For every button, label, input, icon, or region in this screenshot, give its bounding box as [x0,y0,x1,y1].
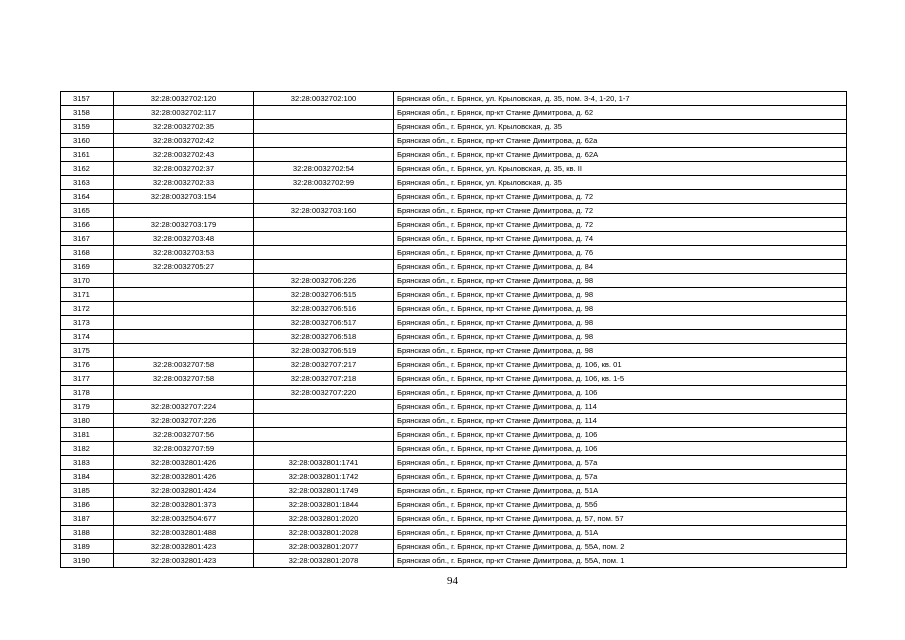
row-number-cell: 3170 [61,274,114,288]
address-cell: Брянская обл., г. Брянск, пр-кт Станке Димитрова, д. 62А [394,148,847,162]
related-cadastral-number-cell: 32:28:0032801:2020 [254,512,394,526]
table-row [61,330,847,344]
table-row [61,176,847,190]
table-row [61,274,847,288]
cadastral-number-cell: 32:28:0032707:224 [114,400,254,414]
table-row [61,470,847,484]
table-row [61,456,847,470]
address-cell: Брянская обл., г. Брянск, пр-кт Станке Димитрова, д. 98 [394,330,847,344]
related-cadastral-number-cell [254,400,394,414]
table-row [61,218,847,232]
row-number-cell: 3172 [61,302,114,316]
row-number-cell: 3163 [61,176,114,190]
cadastral-number-cell [114,288,254,302]
table-row [61,386,847,400]
address-cell: Брянская обл., г. Брянск, пр-кт Станке Димитрова, д. 72 [394,218,847,232]
address-cell: Брянская обл., г. Брянск, пр-кт Станке Димитрова, д. 51А [394,526,847,540]
related-cadastral-number-cell: 32:28:0032706:519 [254,344,394,358]
cadastral-number-cell: 32:28:0032801:423 [114,554,254,568]
row-number-cell: 3165 [61,204,114,218]
address-cell: Брянская обл., г. Брянск, пр-кт Станке Димитрова, д. 72 [394,204,847,218]
related-cadastral-number-cell: 32:28:0032706:226 [254,274,394,288]
address-cell: Брянская обл., г. Брянск, пр-кт Станке Димитрова, д. 106 [394,442,847,456]
cadastral-number-cell [114,344,254,358]
row-number-cell: 3157 [61,92,114,106]
cadastral-number-cell: 32:28:0032702:37 [114,162,254,176]
related-cadastral-number-cell [254,148,394,162]
row-number-cell: 3175 [61,344,114,358]
related-cadastral-number-cell: 32:28:0032706:516 [254,302,394,316]
cadastral-number-cell: 32:28:0032702:42 [114,134,254,148]
row-number-cell: 3185 [61,484,114,498]
related-cadastral-number-cell: 32:28:0032801:2077 [254,540,394,554]
cadastral-number-cell: 32:28:0032707:58 [114,372,254,386]
cadastral-number-cell: 32:28:0032801:423 [114,540,254,554]
related-cadastral-number-cell [254,106,394,120]
row-number-cell: 3180 [61,414,114,428]
registry-table-body [61,92,847,568]
table-row [61,246,847,260]
row-number-cell: 3184 [61,470,114,484]
related-cadastral-number-cell: 32:28:0032706:515 [254,288,394,302]
related-cadastral-number-cell [254,218,394,232]
cadastral-number-cell [114,330,254,344]
related-cadastral-number-cell [254,246,394,260]
related-cadastral-number-cell: 32:28:0032801:1749 [254,484,394,498]
row-number-cell: 3183 [61,456,114,470]
related-cadastral-number-cell: 32:28:0032702:100 [254,92,394,106]
row-number-cell: 3186 [61,498,114,512]
related-cadastral-number-cell [254,120,394,134]
address-cell: Брянская обл., г. Брянск, пр-кт Станке Димитрова, д. 62 [394,106,847,120]
table-row [61,484,847,498]
address-cell: Брянская обл., г. Брянск, пр-кт Станке Димитрова, д. 114 [394,414,847,428]
table-row [61,442,847,456]
row-number-cell: 3158 [61,106,114,120]
related-cadastral-number-cell: 32:28:0032801:1742 [254,470,394,484]
address-cell: Брянская обл., г. Брянск, ул. Крыловская, д. 35, пом. 3-4, 1-20, 1-7 [394,92,847,106]
page-number: 94 [447,575,458,587]
cadastral-number-cell: 32:28:0032707:59 [114,442,254,456]
table-row [61,414,847,428]
table-row [61,232,847,246]
address-cell: Брянская обл., г. Брянск, пр-кт Станке Димитрова, д. 106, кв. 01 [394,358,847,372]
address-cell: Брянская обл., г. Брянск, пр-кт Станке Димитрова, д. 106 [394,428,847,442]
row-number-cell: 3181 [61,428,114,442]
related-cadastral-number-cell [254,190,394,204]
table-row [61,372,847,386]
table-row [61,204,847,218]
cadastral-number-cell: 32:28:0032707:56 [114,428,254,442]
related-cadastral-number-cell: 32:28:0032707:218 [254,372,394,386]
cadastral-number-cell [114,302,254,316]
table-row [61,554,847,568]
cadastral-number-cell: 32:28:0032707:58 [114,358,254,372]
table-row [61,190,847,204]
related-cadastral-number-cell [254,260,394,274]
cadastral-number-cell: 32:28:0032703:179 [114,218,254,232]
row-number-cell: 3188 [61,526,114,540]
cadastral-number-cell: 32:28:0032705:27 [114,260,254,274]
address-cell: Брянская обл., г. Брянск, пр-кт Станке Димитрова, д. 57а [394,456,847,470]
address-cell: Брянская обл., г. Брянск, пр-кт Станке Димитрова, д. 84 [394,260,847,274]
cadastral-number-cell [114,274,254,288]
registry-table [60,91,847,568]
address-cell: Брянская обл., г. Брянск, пр-кт Станке Димитрова, д. 72 [394,190,847,204]
related-cadastral-number-cell: 32:28:0032706:517 [254,316,394,330]
table-row [61,260,847,274]
address-cell: Брянская обл., г. Брянск, пр-кт Станке Димитрова, д. 51А [394,484,847,498]
related-cadastral-number-cell: 32:28:0032801:2028 [254,526,394,540]
related-cadastral-number-cell [254,414,394,428]
row-number-cell: 3159 [61,120,114,134]
address-cell: Брянская обл., г. Брянск, пр-кт Станке Димитрова, д. 55А, пом. 1 [394,554,847,568]
address-cell: Брянская обл., г. Брянск, пр-кт Станке Димитрова, д. 106, кв. 1-5 [394,372,847,386]
table-row [61,512,847,526]
table-row [61,162,847,176]
related-cadastral-number-cell [254,232,394,246]
cadastral-number-cell: 32:28:0032702:117 [114,106,254,120]
table-row [61,106,847,120]
cadastral-number-cell: 32:28:0032703:48 [114,232,254,246]
row-number-cell: 3178 [61,386,114,400]
related-cadastral-number-cell [254,442,394,456]
address-cell: Брянская обл., г. Брянск, пр-кт Станке Димитрова, д. 57а [394,470,847,484]
row-number-cell: 3167 [61,232,114,246]
table-row [61,302,847,316]
cadastral-number-cell: 32:28:0032801:424 [114,484,254,498]
related-cadastral-number-cell: 32:28:0032703:160 [254,204,394,218]
cadastral-number-cell: 32:28:0032702:43 [114,148,254,162]
related-cadastral-number-cell: 32:28:0032707:220 [254,386,394,400]
cadastral-number-cell: 32:28:0032801:373 [114,498,254,512]
table-row [61,526,847,540]
related-cadastral-number-cell [254,428,394,442]
address-cell: Брянская обл., г. Брянск, пр-кт Станке Димитрова, д. 114 [394,400,847,414]
cadastral-number-cell: 32:28:0032707:226 [114,414,254,428]
cadastral-number-cell [114,204,254,218]
row-number-cell: 3160 [61,134,114,148]
address-cell: Брянская обл., г. Брянск, пр-кт Станке Димитрова, д. 76 [394,246,847,260]
table-row [61,540,847,554]
address-cell: Брянская обл., г. Брянск, пр-кт Станке Димитрова, д. 98 [394,344,847,358]
row-number-cell: 3176 [61,358,114,372]
row-number-cell: 3173 [61,316,114,330]
cadastral-number-cell [114,316,254,330]
table-row [61,358,847,372]
address-cell: Брянская обл., г. Брянск, ул. Крыловская, д. 35, кв. II [394,162,847,176]
table-row [61,344,847,358]
address-cell: Брянская обл., г. Брянск, пр-кт Станке Димитрова, д. 74 [394,232,847,246]
table-row [61,148,847,162]
row-number-cell: 3179 [61,400,114,414]
row-number-cell: 3171 [61,288,114,302]
related-cadastral-number-cell [254,134,394,148]
address-cell: Брянская обл., г. Брянск, ул. Крыловская, д. 35 [394,120,847,134]
address-cell: Брянская обл., г. Брянск, пр-кт Станке Димитрова, д. 55б [394,498,847,512]
table-row [61,428,847,442]
table-row [61,400,847,414]
address-cell: Брянская обл., г. Брянск, пр-кт Станке Димитрова, д. 98 [394,316,847,330]
related-cadastral-number-cell: 32:28:0032706:518 [254,330,394,344]
address-cell: Брянская обл., г. Брянск, ул. Крыловская, д. 35 [394,176,847,190]
table-row [61,288,847,302]
cadastral-number-cell [114,386,254,400]
row-number-cell: 3187 [61,512,114,526]
row-number-cell: 3174 [61,330,114,344]
cadastral-number-cell: 32:28:0032702:120 [114,92,254,106]
address-cell: Брянская обл., г. Брянск, пр-кт Станке Димитрова, д. 55А, пом. 2 [394,540,847,554]
cadastral-number-cell: 32:28:0032801:488 [114,526,254,540]
table-row [61,316,847,330]
address-cell: Брянская обл., г. Брянск, пр-кт Станке Димитрова, д. 98 [394,288,847,302]
cadastral-number-cell: 32:28:0032702:35 [114,120,254,134]
table-row [61,92,847,106]
row-number-cell: 3169 [61,260,114,274]
related-cadastral-number-cell: 32:28:0032702:99 [254,176,394,190]
table-row [61,120,847,134]
cadastral-number-cell: 32:28:0032504:677 [114,512,254,526]
row-number-cell: 3168 [61,246,114,260]
cadastral-number-cell: 32:28:0032702:33 [114,176,254,190]
cadastral-number-cell: 32:28:0032801:426 [114,456,254,470]
row-number-cell: 3166 [61,218,114,232]
address-cell: Брянская обл., г. Брянск, пр-кт Станке Димитрова, д. 57, пом. 57 [394,512,847,526]
address-cell: Брянская обл., г. Брянск, пр-кт Станке Димитрова, д. 62а [394,134,847,148]
table-row [61,134,847,148]
row-number-cell: 3162 [61,162,114,176]
cadastral-number-cell: 32:28:0032801:426 [114,470,254,484]
row-number-cell: 3189 [61,540,114,554]
row-number-cell: 3164 [61,190,114,204]
row-number-cell: 3190 [61,554,114,568]
related-cadastral-number-cell: 32:28:0032702:54 [254,162,394,176]
row-number-cell: 3161 [61,148,114,162]
cadastral-number-cell: 32:28:0032703:53 [114,246,254,260]
related-cadastral-number-cell: 32:28:0032801:2078 [254,554,394,568]
address-cell: Брянская обл., г. Брянск, пр-кт Станке Димитрова, д. 98 [394,274,847,288]
table-row [61,498,847,512]
cadastral-number-cell: 32:28:0032703:154 [114,190,254,204]
row-number-cell: 3177 [61,372,114,386]
address-cell: Брянская обл., г. Брянск, пр-кт Станке Димитрова, д. 106 [394,386,847,400]
related-cadastral-number-cell: 32:28:0032707:217 [254,358,394,372]
row-number-cell: 3182 [61,442,114,456]
related-cadastral-number-cell: 32:28:0032801:1844 [254,498,394,512]
related-cadastral-number-cell: 32:28:0032801:1741 [254,456,394,470]
address-cell: Брянская обл., г. Брянск, пр-кт Станке Димитрова, д. 98 [394,302,847,316]
